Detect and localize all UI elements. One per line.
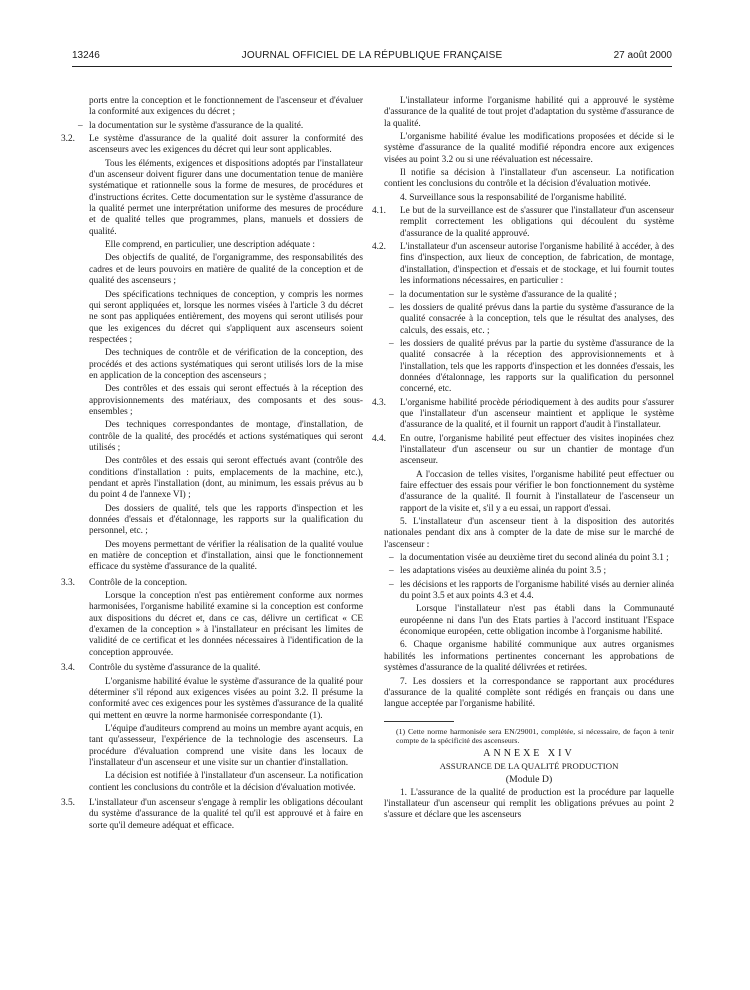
issue-date: 27 août 2000 xyxy=(613,50,672,61)
section-text: En outre, l'organisme habilité peut effectuer des visites inopinées chez l'installateur d'un ascenseur ou sur un chantier de montage d'un ascenseur. xyxy=(400,433,674,467)
dash-item: – les dossiers de qualité prévus dans la partie du système d'assurance de la qualité consacrée à la conception, tels que le résultat des analyses, des calculs, des essais, etc. ; xyxy=(384,303,674,337)
section-number: 3.4. xyxy=(61,663,75,674)
dash-item: – la documentation visée au deuxième tiret du second alinéa du point 3.1 ; xyxy=(384,553,674,564)
section-3-4 xyxy=(61,663,363,674)
dash-item: – les décisions et les rapports de l'organisme habilité visés au dernier alinéa du point 3.5 et aux points 4.3 et 4.4. xyxy=(384,580,674,603)
section-text: Contrôle de la conception. xyxy=(89,577,188,588)
dash-item: – les adaptations visées au deuxième alinéa du point 3.5 ; xyxy=(384,566,674,577)
dash-item: – la documentation sur le système d'assurance de la qualité. xyxy=(73,121,363,132)
paragraph: Des dossiers de qualité, tels que les rapports d'inspection et les données d'essais et d'étalonnage, les rapports sur la qualification du personnel, etc. ; xyxy=(89,503,363,537)
running-header xyxy=(72,50,672,66)
section-text: L'installateur d'un ascenseur s'engage à remplir les obligations découlant du système d'assurance de la qualité tel qu'il est approuvé et à faire en sorte qu'il demeure adéquat et efficace. xyxy=(89,797,363,831)
paragraph: ports entre la conception et le fonctionnement de l'ascenseur et d'évaluer la conformité aux exigences du décret ; xyxy=(89,96,363,118)
paragraph: 6. Chaque organisme habilité communique aux autres organismes habilités les informations pertinentes concernant les approbations de systèmes d'assurance de la qualité délivrées et retirées. xyxy=(384,640,674,674)
section-number: 4.4. xyxy=(372,433,386,444)
section-3-3 xyxy=(61,577,363,589)
paragraph: Des objectifs de qualité, de l'organigramme, des responsabilités des cadres et de leurs pouvoirs en matière de qualité de la conception et de qualité des ascenseurs ; xyxy=(89,253,363,287)
section-text: Le but de la surveillance est de s'assurer que l'installateur d'un ascenseur remplit correctement les obligations qui découlent du système d'assurance de la qualité approuvé. xyxy=(400,206,674,239)
paragraph: Lorsque la conception n'est pas entièrement conforme aux normes harmonisées, l'organisme habilité examine si la conception est conforme aux dispositions du décret et, dans ce cas, délivre un certificat « CE d'examen de la conception » à l'installateur en précisant les limites de validité de ce certificat et les données nécessaires à l'identification de la conception approuvée. xyxy=(89,591,363,658)
paragraph: 1. L'assurance de la qualité de production est la procédure par laquelle l'installateur d'un ascenseur qui remplit les obligations prévues au point 2 s'assure et déclare que les ascenseurs xyxy=(384,787,674,821)
paragraph: L'organisme habilité évalue les modifications proposées et décide si le système d'assurance de la qualité modifié répondra encore aux exigences visées au point 3.2 ou si une réévaluation est nécessaire. xyxy=(384,132,674,165)
paragraph: Il notifie sa décision à l'installateur d'un ascenseur. La notification contient les conclusions du contrôle et la décision d'évaluation motivée. xyxy=(384,168,674,190)
paragraph: Des techniques correspondantes de montage, d'installation, de contrôle de la qualité, des procédés et actions systématiques qui seront utilisés ; xyxy=(89,420,363,453)
annex-module: (Module D) xyxy=(505,774,553,786)
header-rule xyxy=(72,66,672,67)
paragraph: L'équipe d'auditeurs comprend au moins un membre ayant acquis, en tant qu'assesseur, l'expérience de la technologie des ascenseurs. La procédure d'évaluation comprend une visite dans les locaux de l'installateur d'un ascenseur et une visite sur un chantier d'installation. xyxy=(89,723,363,768)
right-column xyxy=(372,96,674,824)
section-4-2 xyxy=(372,242,674,287)
annex-title: ANNEXE XIV xyxy=(483,747,575,759)
paragraph: Lorsque l'installateur n'est pas établi dans la Communauté européenne ni dans l'un des Etats parties à l'accord instituant l'Espace économique européen, cette obligation incombe à l'organisme habilité. xyxy=(400,604,674,638)
section-number: 4.2. xyxy=(372,242,386,253)
section-number: 4.3. xyxy=(372,397,386,408)
paragraph: L'organisme habilité évalue le système d'assurance de la qualité pour déterminer s'il répond aux exigences visées au point 3.2. Il présume la conformité avec ces exigences pour les systèmes d'assurance de la qualité qui mettent en œuvre la norme harmonisée correspondante (1). xyxy=(89,676,363,721)
section-number: 3.2. xyxy=(61,134,75,145)
paragraph: Tous les éléments, exigences et dispositions adoptés par l'installateur d'un ascenseur doivent figurer dans une documentation tenue de manière systématique et rationnelle sous la forme de mesures, de procédures et d'instructions écrites. Cette documentation sur le système d'assurance de la qualité permet une interprétation uniforme des mesures de procédure et de qualité telles que programmes, plans, manuels et dossiers de qualité. xyxy=(89,158,363,237)
paragraph: Des contrôles et des essais qui seront effectués avant (contrôle des conditions d'installation : puits, emplacements de la machine, etc.), pendant et après l'installation (dont, au minimum, les essais prévus au b du point 4 de l'annexe VI) ; xyxy=(89,456,363,501)
section-text: Le système d'assurance de la qualité doit assurer la conformité des ascenseurs avec les exigences du décret qui leur sont applicables. xyxy=(89,134,363,156)
section-3-2 xyxy=(61,134,363,157)
section-3-5 xyxy=(61,797,363,832)
section-number: 3.5. xyxy=(61,797,75,808)
paragraph: 7. Les dossiers et la correspondance se rapportant aux procédures d'assurance de la qualité complète sont rédigés en français ou dans une langue acceptée par l'organisme habilité. xyxy=(384,676,674,710)
page-number: 13246 xyxy=(72,50,100,61)
paragraph: La décision est notifiée à l'installateur d'un ascenseur. La notification contient les conclusions du contrôle et la décision d'évaluation motivée. xyxy=(89,771,363,793)
section-4-heading: 4. Surveillance sous la responsabilité de l'organisme habilité. xyxy=(400,192,627,203)
section-4-4 xyxy=(372,433,674,468)
dash-item: – les dossiers de qualité prévus par la partie du système d'assurance de la qualité consacrée à la réception des approvisionnements et à l'installation, tels que les rapports d'inspection et les données d'essais, les données d'étalonnage, les rapports sur la qualification du personnel concerné, etc. xyxy=(384,339,674,396)
section-4-3 xyxy=(372,397,674,432)
section-text: L'organisme habilité procède périodiquement à des audits pour s'assurer que l'installateur d'un ascenseur maintient et applique le système d'assurance de la qualité, et il fournit un rapport d'audit à l'installateur. xyxy=(400,397,674,431)
paragraph: A l'occasion de telles visites, l'organisme habilité peut effectuer ou faire effectuer des essais pour vérifier le bon fonctionnement du système d'assurance de la qualité. Il fournit à l'installateur de l'ascenseur un rapport de la visite et, s'il y a eu essai, un rapport d'essai. xyxy=(400,469,674,514)
paragraph: Des contrôles et des essais qui seront effectués à la réception des approvisionnements des matériaux, des composants et des sous-ensembles ; xyxy=(89,384,363,417)
paragraph: Elle comprend, en particulier, une description adéquate : xyxy=(105,240,316,251)
paragraph: L'installateur informe l'organisme habilité qui a approuvé le système d'assurance de la qualité de tout projet d'adaptation du système d'assurance de la qualité. xyxy=(384,96,674,129)
paragraph: Des techniques de contrôle et de vérification de la conception, des procédés et des actions systématiques qui seront utilisés lors de la mise en application de la conception des ascenseurs ; xyxy=(89,348,363,381)
footnote-rule xyxy=(384,721,454,722)
section-number: 4.1. xyxy=(372,206,386,217)
annex-subtitle: ASSURANCE DE LA QUALITÉ PRODUCTION xyxy=(439,760,619,771)
paragraph: Des spécifications techniques de conception, y compris les normes qui seront appliquées et, lorsque les normes visées à l'article 3 du décret ne sont pas appliquées entièrement, des moyens qui seront utilisés pour que les exigences du décret qui s'appliquent aux ascenseurs soient respectées ; xyxy=(89,289,363,345)
dash-item: – la documentation sur le système d'assurance de la qualité ; xyxy=(384,290,674,301)
journal-title: JOURNAL OFFICIEL DE LA RÉPUBLIQUE FRANÇAISE xyxy=(241,50,503,61)
section-text: Contrôle du système d'assurance de la qualité. xyxy=(89,663,261,674)
paragraph: Des moyens permettant de vérifier la réalisation de la qualité voulue en matière de conception et d'installation, ainsi que le fonctionnement efficace du système d'assurance de la qualité. xyxy=(89,539,363,573)
footnote: (1) Cette norme harmonisée sera EN/29001, complétée, si nécessaire, de façon à tenir compte de la spécificité des ascenseurs. xyxy=(396,726,674,746)
section-number: 3.3. xyxy=(61,577,75,588)
left-column xyxy=(61,96,363,834)
section-4-1 xyxy=(372,206,674,240)
section-text: L'installateur d'un ascenseur autorise l'organisme habilité à accéder, à des fins d'inspection, aux lieux de conception, de fabrication, de montage, d'installation, d'inspection et d'essais et de stockage, et lui fournit toutes les informations nécessaires, en particulier : xyxy=(400,242,674,287)
paragraph: 5. L'installateur d'un ascenseur tient à la disposition des autorités nationales pendant dix ans à compter de la date de mise sur le marché de l'ascenseur : xyxy=(384,517,674,550)
